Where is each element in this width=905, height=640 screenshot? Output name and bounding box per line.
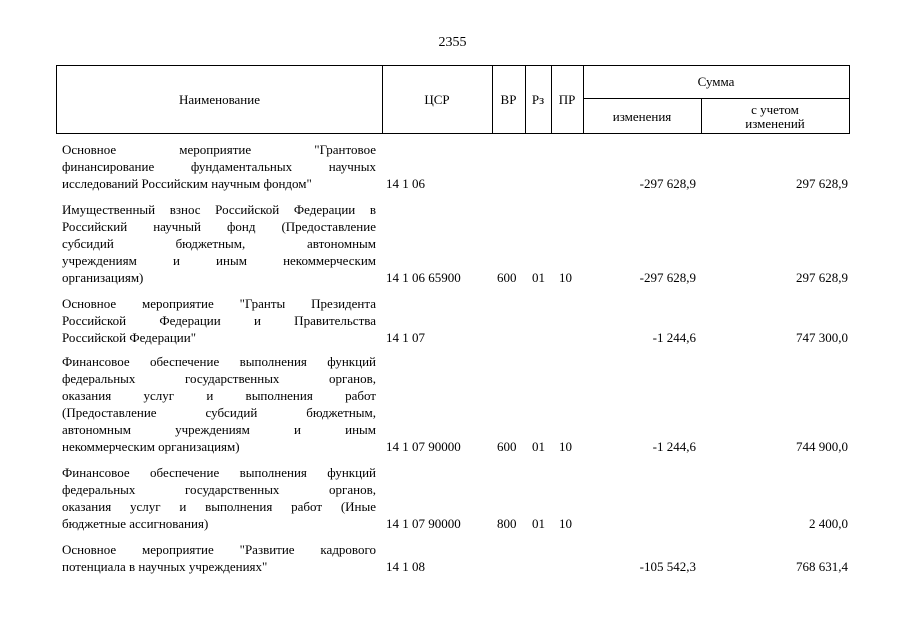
row-csr: 14 1 07 90000 <box>386 439 461 454</box>
table-row <box>56 295 850 346</box>
header-with-changes-line1: с учетом <box>751 102 799 117</box>
header-name: Наименование <box>179 91 260 107</box>
header-pr: ПР <box>558 91 576 107</box>
row-name-line: автономным учреждениям и иным <box>62 422 376 437</box>
row-total: 747 300,0 <box>796 330 848 345</box>
header-changes: изменения <box>612 109 672 124</box>
row-name-line: бюджетные ассигнования) <box>62 516 209 531</box>
row-name-line: Основное мероприятие "Грантовое <box>62 142 376 157</box>
row-vr: 800 <box>497 516 517 531</box>
row-changes: -1 244,6 <box>652 330 696 345</box>
table-row <box>56 353 850 455</box>
row-name-line: Основное мероприятие "Гранты Президента <box>62 296 376 311</box>
row-rz: 01 <box>532 516 545 531</box>
page-number: 2355 <box>438 35 467 50</box>
row-name-line: (Предоставление субсидий бюджетным, <box>62 405 376 420</box>
row-vr: 600 <box>497 270 517 285</box>
header-vr: ВР <box>500 91 517 107</box>
row-name-line: оказания услуг и выполнения работ <box>62 388 376 403</box>
row-name-line: организациям) <box>62 270 144 285</box>
row-csr: 14 1 06 65900 <box>386 270 461 285</box>
header-with-changes <box>701 99 849 135</box>
row-name <box>62 201 376 286</box>
row-name-line: некоммерческим организациям) <box>62 439 240 454</box>
row-changes: -1 244,6 <box>652 439 696 454</box>
row-name-line: исследований Российским научным фондом" <box>62 176 312 191</box>
row-rz: 01 <box>532 439 545 454</box>
row-name <box>62 464 376 532</box>
row-csr: 14 1 07 <box>386 330 425 345</box>
row-name-line: Российской Федерации и Правительства <box>62 313 376 328</box>
row-total: 744 900,0 <box>796 439 848 454</box>
row-name-line: Основное мероприятие "Развитие кадрового <box>62 542 376 557</box>
budget-table <box>56 65 850 574</box>
row-csr: 14 1 06 <box>386 176 425 191</box>
header-rz: Рз <box>531 91 545 107</box>
table-header <box>56 65 850 134</box>
table-row <box>56 201 850 286</box>
table-row <box>56 464 850 532</box>
row-changes: -297 628,9 <box>639 176 696 191</box>
row-name-line: финансирование фундаментальных научных <box>62 159 376 174</box>
row-total: 768 631,4 <box>796 559 848 574</box>
row-name-line: Имущественный взнос Российской Федерации в <box>62 202 376 217</box>
row-name <box>62 541 376 575</box>
row-pr: 10 <box>559 516 572 531</box>
row-pr: 10 <box>559 439 572 454</box>
header-with-changes-line2: изменений <box>745 116 805 131</box>
row-name-line: федеральных государственных органов, <box>62 371 376 386</box>
row-csr: 14 1 08 <box>386 559 425 574</box>
row-name-line: федеральных государственных органов, <box>62 482 376 497</box>
row-name-line: потенциала в научных учреждениях" <box>62 559 268 574</box>
row-total: 297 628,9 <box>796 270 848 285</box>
row-changes: -297 628,9 <box>639 270 696 285</box>
table-row <box>56 541 850 575</box>
row-pr: 10 <box>559 270 572 285</box>
row-name-line: оказания услуг и выполнения работ (Иные <box>62 499 376 514</box>
row-total: 297 628,9 <box>796 176 848 191</box>
row-name <box>62 141 376 192</box>
row-rz: 01 <box>532 270 545 285</box>
row-name-line: субсидий бюджетным, автономным <box>62 236 376 251</box>
table-row <box>56 141 850 192</box>
row-changes: -105 542,3 <box>639 559 696 574</box>
header-sum: Сумма <box>697 74 735 89</box>
row-csr: 14 1 07 90000 <box>386 516 461 531</box>
row-total: 2 400,0 <box>809 516 848 531</box>
row-name <box>62 353 376 455</box>
row-name-line: Российской Федерации" <box>62 330 197 345</box>
row-name-line: учреждениям и иным некоммерческим <box>62 253 376 268</box>
header-csr: ЦСР <box>424 91 450 107</box>
row-name <box>62 295 376 346</box>
row-name-line: Финансовое обеспечение выполнения функций <box>62 465 376 480</box>
row-name-line: Финансовое обеспечение выполнения функций <box>62 354 376 369</box>
row-vr: 600 <box>497 439 517 454</box>
row-name-line: Российский научный фонд (Предоставление <box>62 219 376 234</box>
